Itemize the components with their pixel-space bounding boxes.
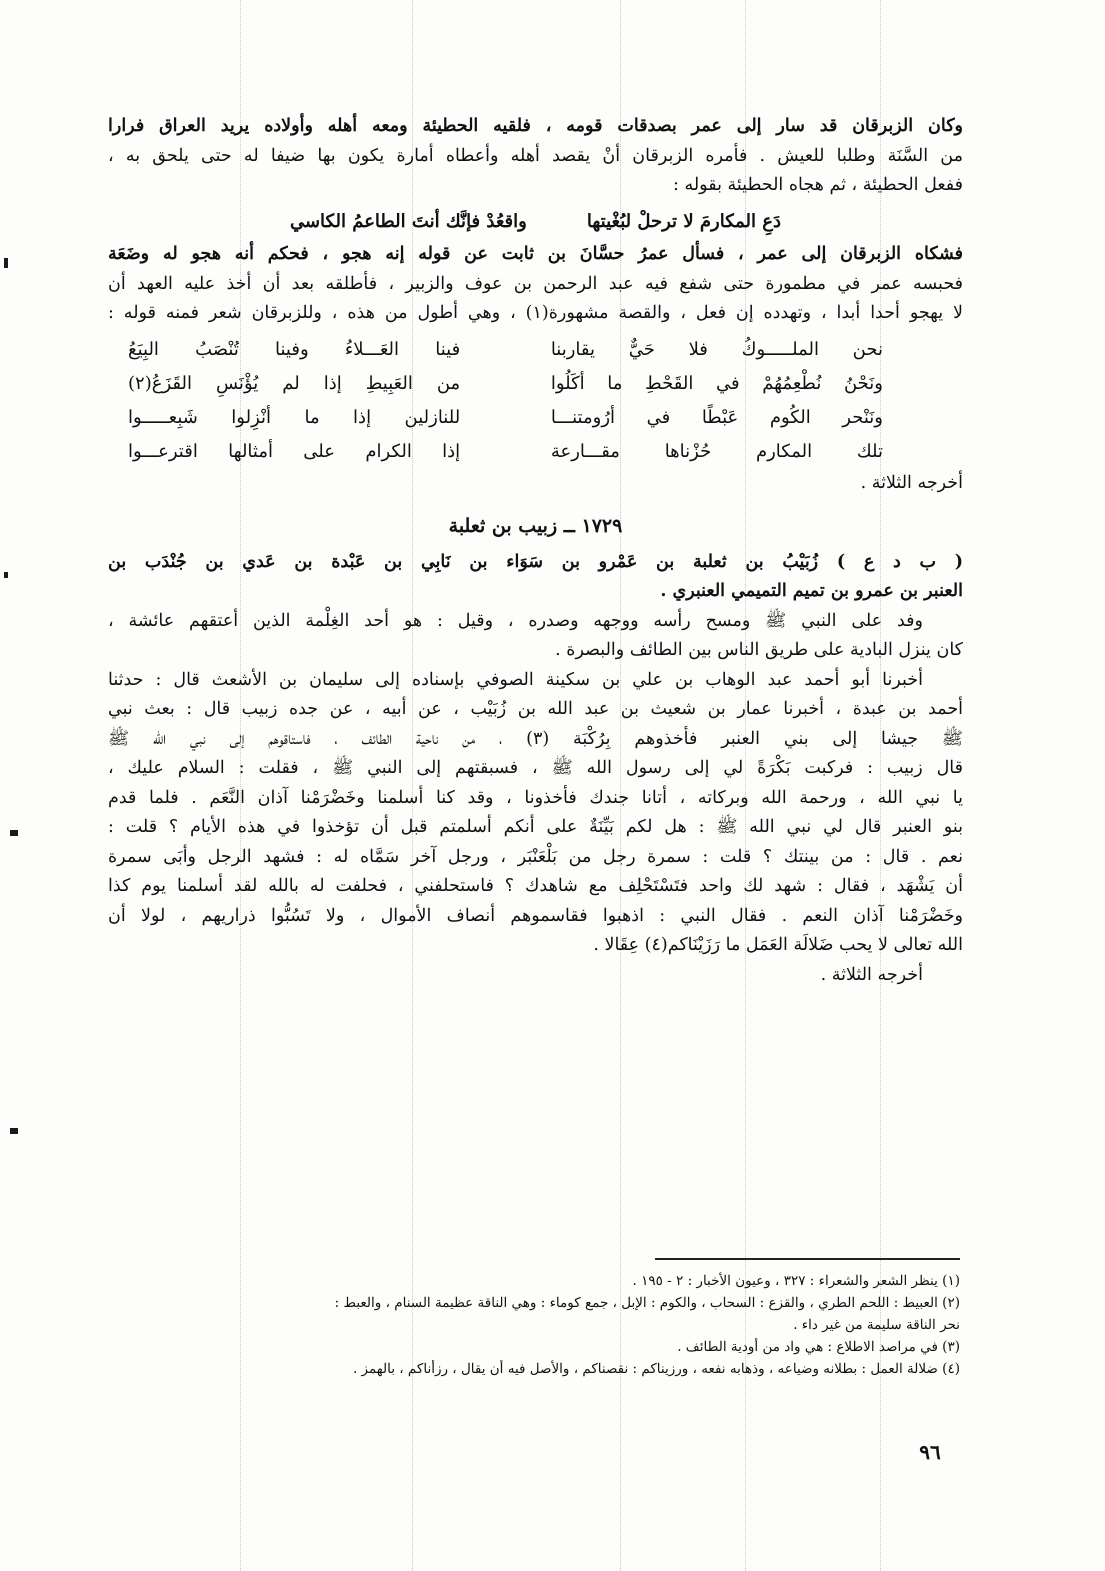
text-line: يا نبي الله ، ورحمة الله وبركاته ، أتانا جندك فأخذونا ، وقد كنا أسلمنا وخَضْرَمْنا آذان النَّعَم . فلما قدم — [108, 787, 963, 808]
text-line: العنبر بن عمرو بن تميم التميمي العنبري . — [660, 581, 963, 601]
text-line: ( ب د ع ) زُبَيْبُ بن ثعلبة بن عَمْرو بن سَوَاء بن نَابِي بن عَبْدة بن عَدي بن جُنْدَب بن — [108, 551, 963, 572]
text-line: ففعل الحطيئة ، ثم هجاه الحطيئة بقوله : — [673, 175, 963, 195]
footnotes — [100, 1270, 960, 1380]
story-paragraph — [108, 240, 963, 329]
scan-speck — [10, 1128, 18, 1134]
text-line: وكان الزبرقان قد سار إلى عمر بصدقات قومه ، فلقيه الحطيئة ومعه أهله وأولاده يريد العراق فرارا — [108, 116, 963, 136]
main-text — [108, 112, 963, 990]
text-line: فحبسه عمر في مطمورة حتى شفع فيه عبد الرحمن بن عوف والزبير ، فأطلقه بعد أن أخذ عليه العهد أن — [108, 273, 963, 294]
text-line: بنو العنبر قال لي نبي الله ﷺ : هل لكم بَيِّنَةٌ على أنكم أسلمتم قبل أن تؤخذوا في هذه الأيام ؟ قلت : — [108, 817, 963, 837]
text-line: أخرجه الثلاثة . — [820, 964, 923, 985]
scan-speck — [4, 258, 8, 268]
verse-hemistich-right: نحن الملـــــوكُ فلا حَيٌّ يقاربنا — [550, 338, 883, 360]
intro-paragraph — [108, 112, 963, 201]
verse-hemistich-right: تلك المكارم حُزْناها مقـــارعة — [550, 440, 883, 462]
text-line: فشكاه الزبرقان إلى عمر ، فسأل عمرُ حسَّانَ بن ثابت عن قوله إنه هجو ، فحكم أنه هجو له وضَعَة — [108, 244, 963, 264]
text-line: نعم . قال : من بينتك ؟ قلت : سمرة رجل من بَلْعَنْبَر ، ورجل آخر سَمَّاه له : فشهد الرجل وأبَى سمرة — [108, 846, 963, 867]
text-line: ﷺ جيشا إلى بني العنبر فأخذوهم بِرُكْبَة (٣) ، من ناحية الطائف ، فاستاقوهم إلى نبي الله ﷺ — [108, 728, 963, 749]
text-line: أن يَشْهَد ، فقال : شهد لك واحد فتَسْتَحْلِف مع شاهدك ؟ فاستحلفني ، فحلفت له بالله لقد أسلمنا يوم كذا — [108, 876, 963, 896]
poem-source: أخرجه الثلاثة . — [860, 472, 963, 493]
verse-hemistich-left: واقعُدْ فإنَّك أنتَ الطاعمُ الكاسي — [289, 210, 527, 232]
text-line: من السَّنَة وطلبا للعيش . فأمره الزبرقان أنْ يقصد أهله وأعطاه أمارة يكون بها ضيفا له حتى يلحق به ، — [108, 145, 963, 166]
poem-verse — [108, 367, 963, 401]
poem-verse — [108, 333, 963, 367]
text-line: أخبرنا أبو أحمد عبد الوهاب بن علي بن سكينة الصوفي بإسناده إلى سليمان بن الأشعث قال : حدثنا — [108, 669, 923, 690]
verse-hemistich-right: ونَنْحر الكُوم عَبْطًا في أرُومتنـــا — [550, 406, 883, 428]
hija-verse — [108, 207, 963, 237]
poem — [108, 333, 963, 469]
text-line: أحمد بن عبدة ، أخبرنا عمار بن شعيث بن عبد الله بن زُبَيْب ، عن أبيه ، عن جده زبيب قال : بعث نبي — [108, 699, 963, 719]
verse-hemistich-left: فينا العَـــلاءُ وفينا تُنْصَبُ البِيَعُ — [128, 338, 461, 360]
text-line: الله تعالى لا يحب ضَلالَة العَمَل ما رَزَيْنَاكم(٤) عِقَالا . — [593, 935, 963, 955]
text-line: وخَضْرَمْنا آذان النعم . فقال النبي : اذهبوا فقاسموهم أنصاف الأموال ، ولا تَسُبُّوا ذراريهم ، لولا أن — [108, 905, 963, 926]
text-line: وفد على النبي ﷺ ومسح رأسه ووجهه وصدره ، وقيل : هو أحد الغِلْمة الذين أعتقهم عائشة ، — [108, 610, 923, 631]
text-line: قال زبيب : فركبت بَكْرَةً لي إلى رسول الله ﷺ ، فسبقتهم إلى النبي ﷺ ، فقلت : السلام عليك ، — [108, 758, 963, 778]
footnote: نحر الناقة سليمة من غير داء . — [793, 1317, 960, 1333]
entry-heading: ١٧٢٩ ــ زبيب بن ثعلبة — [448, 515, 623, 537]
verse-hemistich-left: إذا الكرام على أمثالها اقترعـــوا — [128, 440, 461, 462]
footnote: (١) ينظر الشعر والشعراء : ٣٢٧ ، وعيون الأخبار : ٢ - ١٩٥ . — [632, 1273, 960, 1289]
verse-hemistich-left: للنازلين إذا ما أنْزِلوا شَبِعـــــوا — [128, 406, 461, 428]
verse-hemistich-left: من العَبِيطِ إذا لم يُؤْنَسِ القَزَعُ(٢) — [128, 372, 461, 394]
poem-verse — [108, 401, 963, 435]
footnote: (٢) العبيط : اللحم الطري ، والقزع : السحاب ، والكوم : الإبل ، جمع كوماء : وهي الناقة عظيمة السنام ، والعبط : — [334, 1295, 960, 1311]
verse-hemistich-right: ونَحْنُ نُطْعِمُهُمْ في القَحْطِ ما أكَلُوا — [550, 372, 883, 394]
text-line: لا يهجو أحدا أبدا ، وتهدده إن فعل ، والقصة مشهورة(١) ، وهي أطول من هذه ، وللزبرقان شعر فمنه قوله : — [108, 303, 964, 323]
footnote: (٤) ضلالة العمل : بطلانه وضياعه ، وذهابه نفعه ، ورزيناكم : نقصناكم ، والأصل فيه أن يقال ، رزأناكم ، بالهمز . — [352, 1361, 960, 1377]
verse-hemistich-right: دَعِ المكارمَ لا ترحلْ لبُغْيتها — [586, 210, 782, 232]
footnote-divider — [655, 1258, 960, 1260]
scan-speck — [4, 572, 8, 578]
scan-speck — [10, 830, 18, 836]
page-number: ٩٦ — [919, 1440, 941, 1464]
entry-body — [108, 548, 963, 991]
text-line: كان ينزل البادية على طريق الناس بين الطائف والبصرة . — [555, 640, 963, 660]
poem-verse — [108, 435, 963, 469]
footnote: (٣) في مراصد الاطلاع : هي واد من أودية الطائف . — [677, 1339, 960, 1355]
